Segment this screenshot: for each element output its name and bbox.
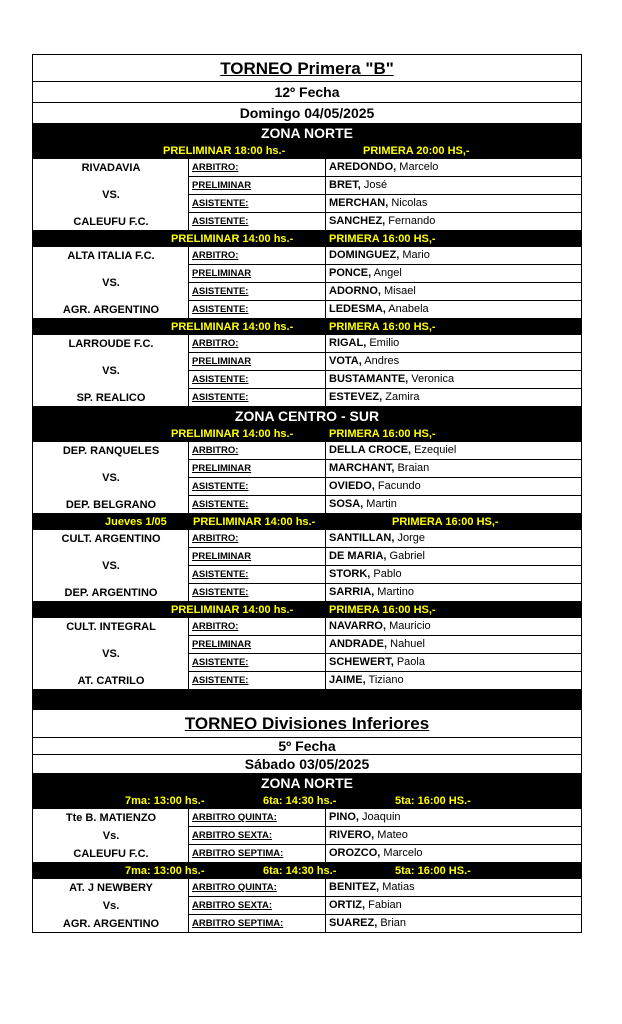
official-role: ARBITRO: [189,618,326,636]
away-team: AGR. ARGENTINO [62,304,160,316]
official-role: ASISTENTE: [189,371,326,389]
official-row [189,618,582,636]
away-team: CALEUFU F.C. [73,216,149,228]
official-role: ARBITRO SEXTA: [189,827,326,845]
official-row [189,301,582,319]
zone-header: ZONA CENTRO - SUR [32,407,582,426]
schedule-bar [32,231,582,247]
official-role: ARBITRO: [189,247,326,265]
official-role: PRELIMINAR [189,265,326,283]
official-name: NAVARRO, Mauricio [329,620,431,632]
match-block [32,247,582,319]
match-block [32,442,582,514]
official-row [189,247,582,265]
official-row [189,283,582,301]
official-row [189,672,582,690]
home-team: RIVADAVIA [81,162,141,174]
schedule-bar [32,143,582,159]
official-role: PRELIMINAR [189,636,326,654]
official-row [189,389,582,407]
official-name: SCHEWERT, Paola [329,656,425,668]
schedule-time: PRIMERA 16:00 HS,- [329,604,436,616]
schedule-bar [32,863,582,879]
official-row [189,548,582,566]
official-name: PONCE, Angel [329,267,402,279]
tournament-title: TORNEO Primera "B" [32,54,582,82]
teams-cell [33,247,189,318]
away-team: DEP. BELGRANO [65,499,157,511]
official-row [189,636,582,654]
versus-label: VS. [102,189,120,201]
official-name: AREDONDO, Marcelo [329,161,439,173]
official-row [189,159,582,177]
match-block [32,159,582,231]
away-team: SP. REALICO [76,392,146,404]
versus-label: VS. [102,472,120,484]
official-row [189,827,582,845]
teams-cell [33,879,189,932]
official-row [189,496,582,514]
schedule-bar [32,426,582,442]
match-block [32,809,582,863]
teams-cell [33,442,189,513]
schedule-time: PRIMERA 20:00 HS,- [363,145,470,157]
schedule-time: PRELIMINAR 14:00 hs.- [171,321,294,333]
teams-cell [33,530,189,601]
teams-cell [33,618,189,689]
official-name: RIGAL, Emilio [329,337,400,349]
zone-header: ZONA NORTE [32,774,582,793]
official-role: ARBITRO QUINTA: [189,809,326,827]
schedule-bar [32,319,582,335]
home-team: LARROUDE F.C. [68,338,154,350]
official-row [189,809,582,827]
official-role: ASISTENTE: [189,283,326,301]
schedule-time: PRIMERA 16:00 HS,- [329,321,436,333]
official-role: PRELIMINAR [189,460,326,478]
official-row [189,213,582,231]
official-role: ASISTENTE: [189,672,326,690]
official-row [189,353,582,371]
official-row [189,265,582,283]
match-date: Domingo 04/05/2025 [32,103,582,124]
official-row [189,879,582,897]
schedule-time: 6ta: 14:30 hs.- [263,795,337,807]
official-row [189,195,582,213]
official-row [189,897,582,915]
official-name: BUSTAMANTE, Veronica [329,373,455,385]
official-row [189,654,582,672]
official-role: ARBITRO SEPTIMA: [189,915,326,933]
official-row [189,442,582,460]
schedule-time: PRELIMINAR 14:00 hs.- [193,516,316,528]
home-team: CULT. ARGENTINO [61,533,161,545]
official-name: STORK, Pablo [329,568,402,580]
teams-cell [33,809,189,862]
official-role: ARBITRO: [189,442,326,460]
schedule-time: 5ta: 16:00 HS.- [395,795,471,807]
schedule-time: PRELIMINAR 14:00 hs.- [171,604,294,616]
official-role: ASISTENTE: [189,195,326,213]
fixture-sheet [32,54,582,933]
schedule-bar [32,602,582,618]
official-row [189,478,582,496]
teams-cell [33,335,189,406]
schedule-time: PRIMERA 16:00 HS,- [329,428,436,440]
official-name: DELLA CROCE, Ezequiel [329,444,457,456]
official-name: OROZCO, Marcelo [329,847,423,859]
schedule-time: 7ma: 13:00 hs.- [125,795,205,807]
official-name: ESTEVEZ, Zamira [329,391,420,403]
official-name: LEDESMA, Anabela [329,303,429,315]
round-label: 5º Fecha [32,738,582,755]
official-name: BRET, José [329,179,388,191]
official-row [189,177,582,195]
schedule-time: PRIMERA 16:00 HS,- [392,516,499,528]
official-role: ARBITRO: [189,335,326,353]
official-role: ASISTENTE: [189,478,326,496]
official-role: PRELIMINAR [189,353,326,371]
official-name: SOSA, Martin [329,498,397,510]
versus-label: VS. [102,560,120,572]
official-row [189,584,582,602]
official-name: VOTA, Andres [329,355,400,367]
zone-header: ZONA NORTE [32,124,582,143]
schedule-time: PRIMERA 16:00 HS,- [329,233,436,245]
section-divider [32,690,582,710]
official-row [189,460,582,478]
schedule-time: 6ta: 14:30 hs.- [263,865,337,877]
schedule-time: PRELIMINAR 14:00 hs.- [171,428,294,440]
away-team: CALEUFU F.C. [73,848,149,860]
round-label: 12º Fecha [32,82,582,103]
official-name: MERCHAN, Nicolas [329,197,428,209]
official-role: ARBITRO SEXTA: [189,897,326,915]
away-team: AT. CATRILO [77,675,145,687]
tournament-title: TORNEO Divisiones Inferiores [32,710,582,738]
official-name: JAIME, Tiziano [329,674,404,686]
versus-label: VS. [102,277,120,289]
official-name: SANCHEZ, Fernando [329,215,436,227]
official-row [189,845,582,863]
official-name: SUAREZ, Brian [329,917,407,929]
versus-label: Vs. [102,900,120,912]
official-row [189,530,582,548]
official-name: MARCHANT, Braian [329,462,430,474]
official-role: PRELIMINAR [189,177,326,195]
versus-label: Vs. [102,830,120,842]
official-row [189,335,582,353]
official-row [189,566,582,584]
away-team: AGR. ARGENTINO [62,918,160,930]
schedule-time: 7ma: 13:00 hs.- [125,865,205,877]
official-role: ARBITRO: [189,159,326,177]
home-team: AT. J NEWBERY [69,882,153,894]
official-name: ADORNO, Misael [329,285,416,297]
official-name: PINO, Joaquin [329,811,401,823]
match-date: Sábado 03/05/2025 [32,755,582,774]
schedule-bar [32,793,582,809]
home-team: Tte B. MATIENZO [65,812,157,824]
official-name: BENITEZ, Matias [329,881,415,893]
home-team: CULT. INTEGRAL [66,621,156,633]
match-block [32,530,582,602]
schedule-time: 5ta: 16:00 HS.- [395,865,471,877]
official-name: SARRIA, Martino [329,586,414,598]
official-role: ASISTENTE: [189,584,326,602]
official-name: ANDRADE, Nahuel [329,638,425,650]
official-role: PRELIMINAR [189,548,326,566]
teams-cell [33,159,189,230]
schedule-day: Jueves 1/05 [105,516,167,528]
schedule-time: PRELIMINAR 18:00 hs.- [163,145,286,157]
match-block [32,335,582,407]
official-role: ARBITRO QUINTA: [189,879,326,897]
official-name: ORTIZ, Fabian [329,899,402,911]
home-team: ALTA ITALIA F.C. [67,250,155,262]
official-role: ASISTENTE: [189,213,326,231]
schedule-bar [32,514,582,530]
official-role: ARBITRO: [189,530,326,548]
schedule-time: PRELIMINAR 14:00 hs.- [171,233,294,245]
official-name: SANTILLAN, Jorge [329,532,425,544]
official-name: OVIEDO, Facundo [329,480,421,492]
official-role: ASISTENTE: [189,654,326,672]
official-role: ARBITRO SEPTIMA: [189,845,326,863]
away-team: DEP. ARGENTINO [64,587,158,599]
official-row [189,915,582,933]
versus-label: VS. [102,648,120,660]
match-block [32,879,582,933]
official-role: ASISTENTE: [189,496,326,514]
official-name: DOMINGUEZ, Mario [329,249,430,261]
versus-label: VS. [102,365,120,377]
official-role: ASISTENTE: [189,389,326,407]
official-row [189,371,582,389]
match-block [32,618,582,690]
official-role: ASISTENTE: [189,566,326,584]
official-name: DE MARIA, Gabriel [329,550,425,562]
home-team: DEP. RANQUELES [62,445,160,457]
official-name: RIVERO, Mateo [329,829,408,841]
official-role: ASISTENTE: [189,301,326,319]
